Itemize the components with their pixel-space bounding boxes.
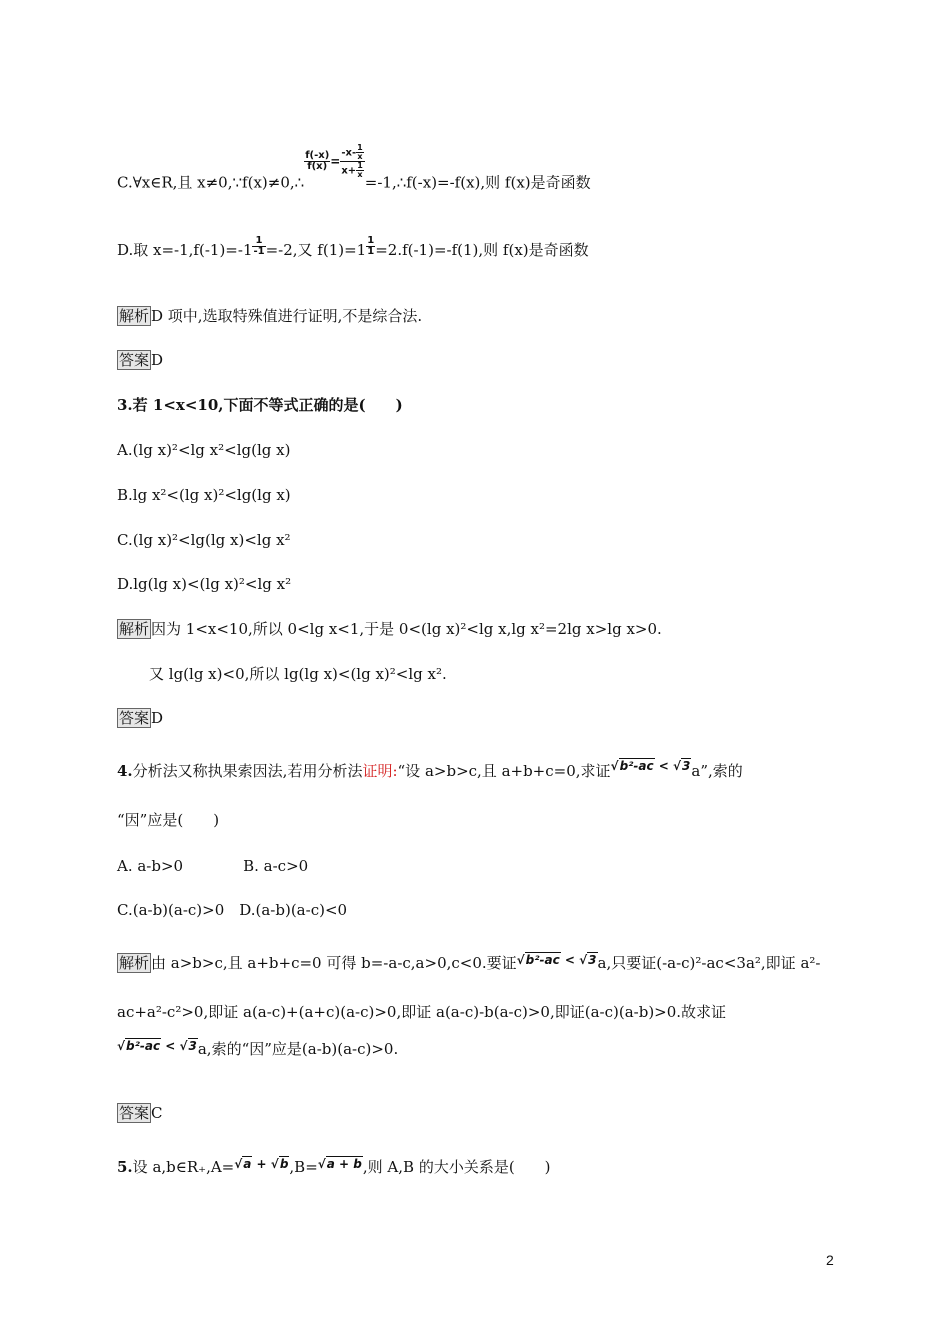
sqrt-b2-ac: √b²-ac < √3 [516,953,597,967]
q4-stem: 4.分析法又称执果索因法,若用分析法证明:“设 a>b>c,且 a+b+c=0,求证√b²-ac < √3a”,索的 [117,761,743,782]
q5-stem: 5.设 a,b∈R₊,A=√a + √b,B=√a + b,则 A,B 的大小关系是( ) [117,1157,551,1178]
q2-analysis: 解析 D 项中,选取特殊值进行证明,不是综合法. [119,307,423,325]
option-c-text-a: C.∀x∈R,且 x≠0,∵f(x)≠0,∴ [117,173,305,192]
q4-analysis-cont: ac+a²-c²>0,即证 a(a-c)+(a+c)(a-c)>0,即证 a(a-c)-b(a-c)>0,即证(a-c)(a-b)>0.故求证 [117,1003,727,1021]
analysis-tag: 解析 [119,954,150,972]
sqrt-b2-ac: √b²-ac < √3 [610,759,691,773]
q3-option-b: B.lg x²<(lg x)²<lg(lg x) [117,486,291,504]
option-d-frac-1: $\frac{1}{-1}$ [253,234,265,257]
page-number: 2 [826,1252,834,1268]
option-c-formula: $\frac{f(-x)}{f(x)}$ = -x- $\frac{1}{x}$ x+ $\frac{1}{x}$ [305,143,363,179]
q4-options-ab: A. a-b>0 B. a-c>0 [117,857,309,875]
q4-answer: 答案 C [119,1104,163,1122]
q3-analysis: 解析 因为 1<x<10,所以 0<lg x<1,于是 0<(lg x)²<lg x,lg x²=2lg x>lg x>0. [119,620,662,638]
q3-option-a: A.(lg x)²<lg x²<lg(lg x) [117,441,291,459]
sqrt-a-plus-b: √a + b [317,1157,362,1171]
q3-stem: 3.若 1<x<10,下面不等式正确的是( ) [117,396,403,414]
answer-tag: 答案 [119,351,150,369]
option-c-text-b: =-1,∴f(-x)=-f(x),则 f(x)是奇函数 [364,173,591,192]
sqrt-a-plus-sqrt-b: √a + √b [234,1157,289,1171]
frac-lhs: $\frac{f(-x)}{f(x)}$ [305,150,330,172]
q3-answer: 答案 D [119,709,164,727]
q2-answer: 答案 D [119,351,164,369]
option-d-text-a: D.取 x=-1,f(-1)=-1 [117,241,253,259]
analysis-tag: 解析 [119,307,150,325]
answer-tag: 答案 [119,1104,150,1122]
option-d-frac-2: $\frac{1}{1}$ [367,234,375,257]
q3-option-c: C.(lg x)²<lg(lg x)<lg x² [117,531,291,549]
option-d-text-c: =2.f(-1)=-f(1),则 f(x)是奇函数 [375,241,589,259]
option-d [117,234,589,262]
q4-options-cd: C.(a-b)(a-c)>0 D.(a-b)(a-c)<0 [117,901,348,919]
sqrt-b2-ac: √b²-ac < √3 [117,1039,197,1053]
analysis-tag: 解析 [119,620,150,638]
proof-keyword: 证明: [362,762,398,780]
answer-tag: 答案 [119,709,150,727]
q3-analysis-cont: 又 lg(lg x)<0,所以 lg(lg x)<(lg x)²<lg x². [149,665,447,683]
q4-analysis-cont2: √b²-ac < √3a,索的“因”应是(a-b)(a-c)>0. [117,1039,398,1060]
q3-option-d: D.lg(lg x)<(lg x)²<lg x² [117,575,292,593]
option-c [117,143,591,201]
q4-stem-cont: “因”应是( ) [117,811,220,829]
frac-rhs: -x- $\frac{1}{x}$ x+ $\frac{1}{x}$ [341,143,363,179]
q4-analysis: 解析 由 a>b>c,且 a+b+c=0 可得 b=-a-c,a>0,c<0.要证√b²-ac < √3a,只要证(-a-c)²-ac<3a²,即证 a²- [117,953,820,974]
option-d-text-b: =-2,又 f(1)=1 [265,241,367,259]
